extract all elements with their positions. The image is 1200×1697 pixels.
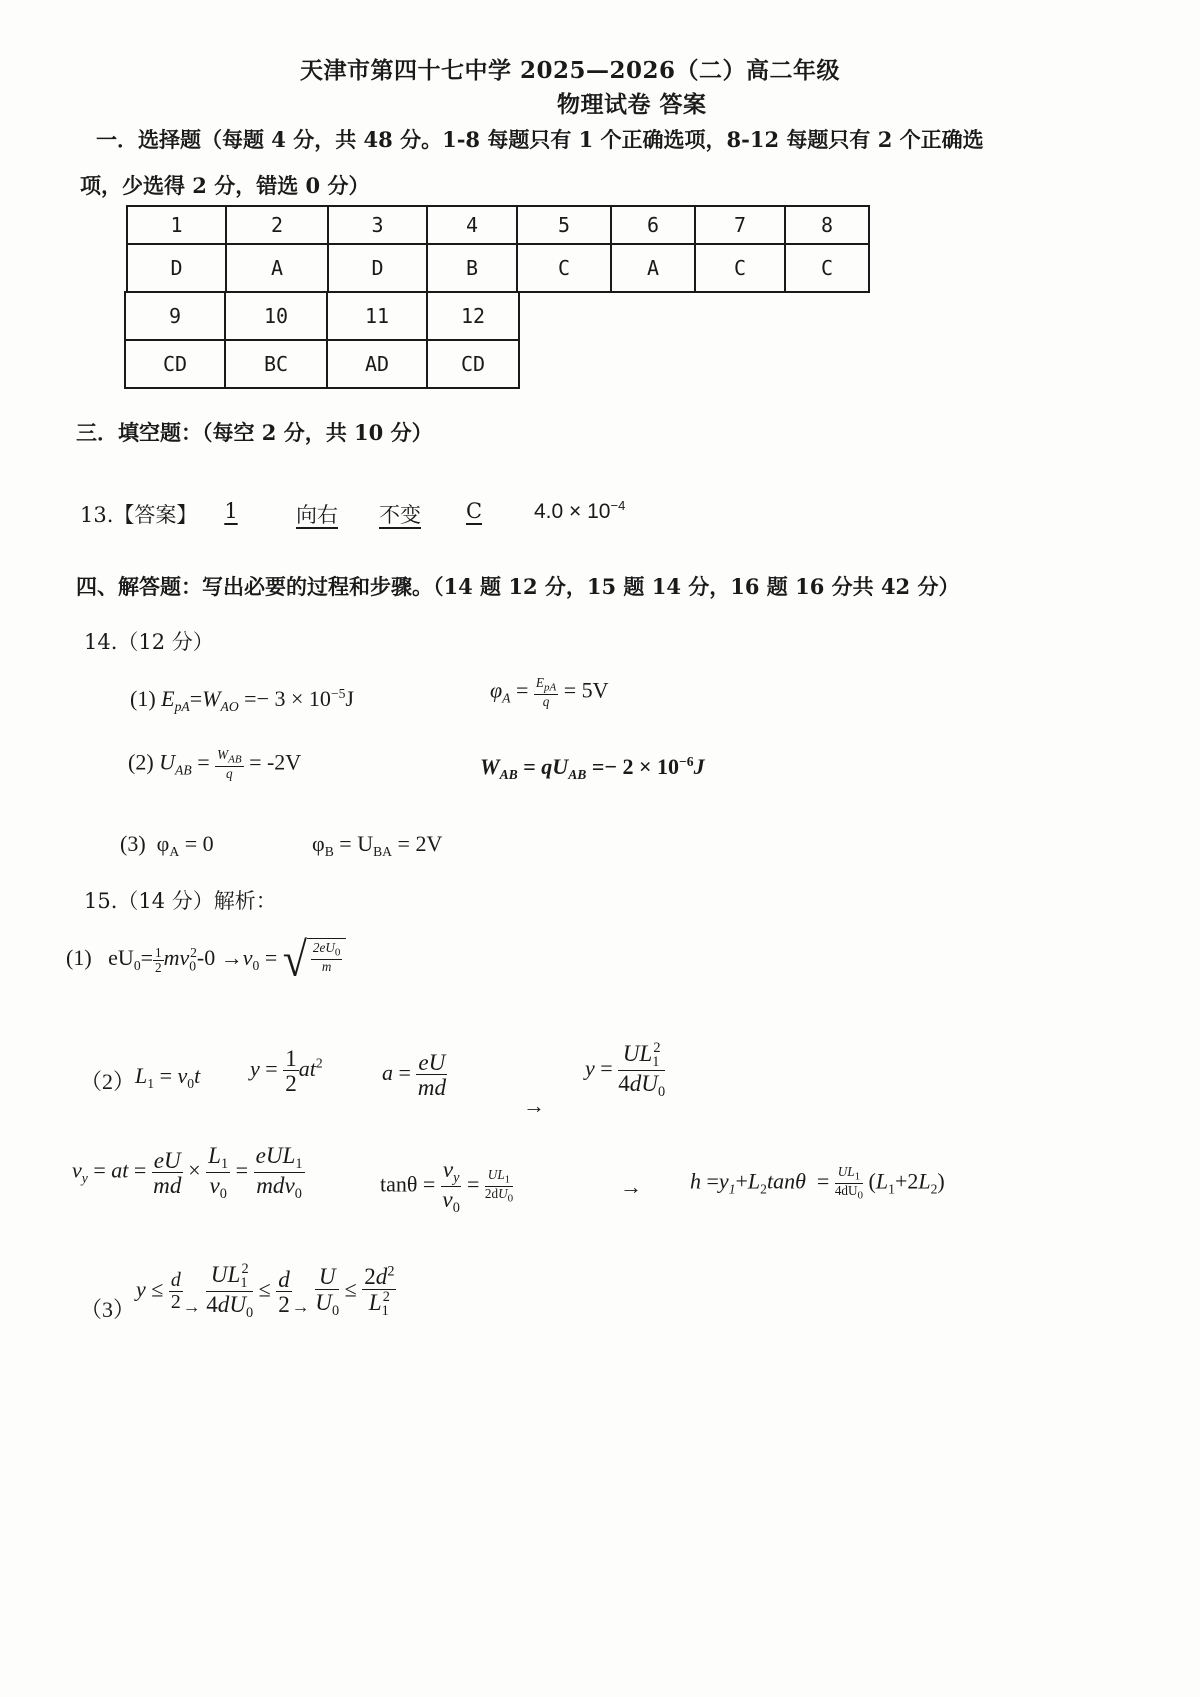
answer-table-row2	[124, 291, 520, 389]
q-number: 7	[695, 206, 785, 244]
q15-label: 15.（14 分）解析：	[84, 889, 277, 913]
q13-answer-1: 1	[224, 499, 238, 523]
q-number: 11	[327, 292, 427, 340]
q14-part2-work: $W_{AB} = qU_{AB} =- 2 \times 10^{-6}J$	[480, 754, 705, 782]
q13-answer-2: 向右	[296, 503, 338, 527]
q-answer: A	[611, 244, 695, 292]
q-number: 9	[125, 292, 225, 340]
q-answer: CD	[427, 340, 519, 388]
section1-heading-cont: 项，少选得 2 分，错选 0 分）	[80, 173, 370, 198]
q-answer: BC	[225, 340, 327, 388]
q-number: 6	[611, 206, 695, 244]
q-answer: B	[427, 244, 517, 292]
q15-part2-total-offset: $h =y_1+L_2\tan\theta$ = $\frac{UL_1}{4dU_0}$ $(L_1+2L_2)$	[690, 1164, 945, 1202]
q15-part1-equation: (1) $eU_0=$ $\frac{1}{2}$ $mv_0^2-0 \to v_0$ = √ $\frac{2eU_0}{m}$	[66, 938, 346, 982]
q15-part2-vertical-velocity: $v_y$ = at = $\frac{eU}{md}$ × $\frac{L_1}{v_0}$ = $\frac{eUL_1}{mdv_0}$	[72, 1142, 303, 1203]
q13-answer-4: C	[465, 499, 483, 523]
section1-heading: 一．选择题（每题 4 分，共 48 分。1-8 每题只有 1 个正确选项，8-12 每题只有 2 个正确选	[96, 127, 984, 152]
q13-label: 13.【答案】	[80, 503, 198, 527]
q-answer: D	[127, 244, 226, 292]
q15-part3-inequality: y ≤ $\frac{d}{2}$ $_\to$ $\frac{UL_1^2}{4dU_0}$ ≤ $\frac{d}{2}$ $_\to$ $\frac{U}{U_0}$ ≤ $\frac{2d^2}{L_1^2}$	[136, 1261, 395, 1322]
q-answer: D	[328, 244, 427, 292]
arrow-icon: →	[620, 1174, 642, 1199]
section4-heading: 四、解答题：写出必要的过程和步骤。（14 题 12 分，15 题 14 分，16 题 16 分共 42 分）	[76, 574, 960, 599]
q-number: 3	[328, 206, 427, 244]
q-answer: C	[517, 244, 611, 292]
q15-part2-result-y: y = $\frac{UL_1^2}{4dU_0}$	[585, 1040, 666, 1101]
q-answer: CD	[125, 340, 225, 388]
q-number: 4	[427, 206, 517, 244]
q14-part2-voltage: (2) $U_{AB}$ = $\frac{W_{AB}}{q}$ = -2V	[128, 747, 302, 782]
q15-part2-length: $L_1 = v_0t$	[135, 1063, 201, 1091]
q15-part2-tangent: tanθ = $\frac{v_y}{v_0}$ = $\frac{UL_1}{2dU_0}$	[380, 1156, 514, 1217]
section3-heading: 三．填空题：（每空 2 分，共 10 分）	[76, 420, 433, 445]
q15-part2-displacement: y = $\frac{1}{2}$ $at^2$	[250, 1045, 323, 1097]
q-number: 8	[785, 206, 869, 244]
q-answer: A	[226, 244, 328, 292]
q14-part3-potential-a: (3) $\varphi_A = 0$	[120, 831, 214, 859]
q-answer: C	[785, 244, 869, 292]
answer-table-row1	[126, 205, 870, 293]
q-number: 1	[127, 206, 226, 244]
q13-answer-5: $4.0 \times 10^{-4}$	[534, 498, 626, 523]
q14-part1-potential: $\varphi_A$ = $\frac{E_{pA}}{q}$ = 5V	[490, 675, 609, 710]
q-number: 12	[427, 292, 519, 340]
arrow-icon: →	[523, 1093, 545, 1118]
q15-part2-label: （2）	[80, 1069, 136, 1094]
q-number: 2	[226, 206, 328, 244]
q14-label: 14.（12 分）	[84, 630, 214, 654]
q15-part2-acceleration: a = $\frac{eU}{md}$	[382, 1049, 446, 1101]
q15-part3-label: （3）	[80, 1297, 136, 1322]
q13-answer-3: 不变	[379, 503, 421, 527]
q-answer: C	[695, 244, 785, 292]
q-answer: AD	[327, 340, 427, 388]
q14-part1-energy: (1) $E_{pA}=W_{AO} =- 3 \times 10^{-5}J$	[130, 686, 354, 714]
q-number: 5	[517, 206, 611, 244]
q-number: 10	[225, 292, 327, 340]
exam-title: 天津市第四十七中学 2025—2026（二）高二年级	[300, 57, 841, 84]
exam-subtitle: 物理试卷 答案	[557, 91, 707, 118]
q14-part3-potential-b: $\varphi_B = U_{BA} = 2V$	[312, 831, 443, 859]
